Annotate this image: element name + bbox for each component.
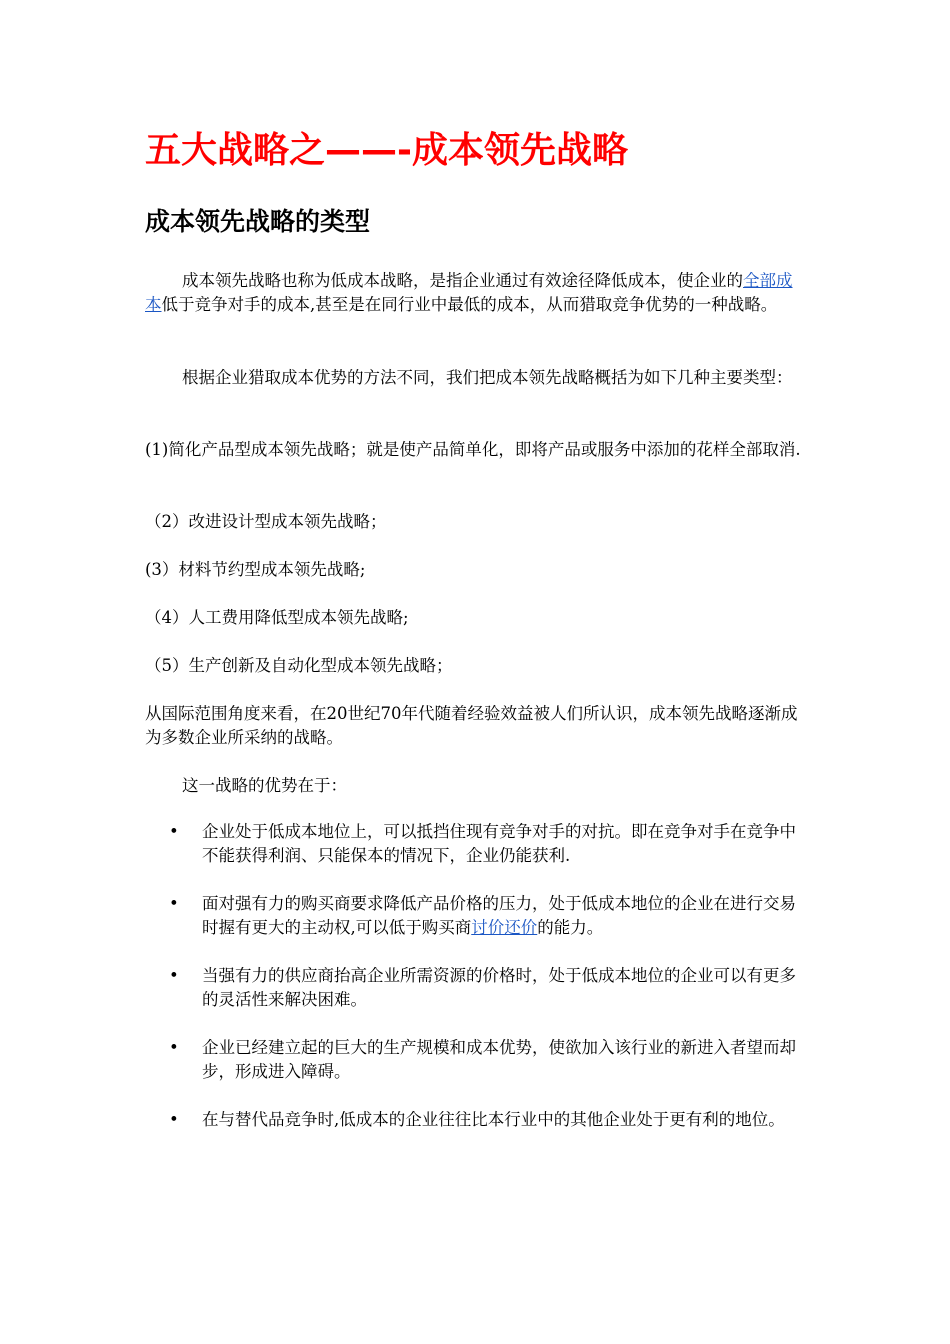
bullet-icon: • bbox=[169, 1110, 179, 1129]
type-item-1: (1)简化产品型成本领先战略；就是使产品简单化，即将产品或服务中添加的花样全部取消. bbox=[145, 440, 801, 459]
total-cost-link[interactable]: 全部成本 bbox=[145, 271, 793, 314]
advantage-text-after: 的能力。 bbox=[537, 918, 604, 937]
advantages-intro: 这一战略的优势在于： bbox=[182, 776, 347, 795]
type-item-2: （2）改进设计型成本领先战略； bbox=[145, 512, 387, 531]
advantage-text: 企业处于低成本地位上，可以抵挡住现有竞争对手的对抗。即在竞争对手在竞争中不能获得利润、只能保本的情况下，企业仍能获利. bbox=[202, 822, 796, 865]
type-item-5: （5）生产创新及自动化型成本领先战略； bbox=[145, 656, 453, 675]
international-paragraph: 从国际范围角度来看，在20世纪70年代随着经验效益被人们所认识，成本领先战略逐渐成为多数企业所采纳的战略。 bbox=[145, 704, 798, 747]
bullet-icon: • bbox=[169, 822, 179, 841]
intro-paragraph bbox=[145, 269, 807, 317]
advantage-text: 企业已经建立起的巨大的生产规模和成本优势，使欲加入该行业的新进入者望而却步，形成进入障碍。 bbox=[202, 1038, 796, 1081]
section-heading: 成本领先战略的类型 bbox=[145, 207, 371, 236]
advantage-item-1 bbox=[145, 820, 807, 868]
bargaining-link[interactable]: 讨价还价 bbox=[471, 918, 538, 937]
type-item-4: （4）人工费用降低型成本领先战略; bbox=[145, 608, 409, 627]
bullet-icon: • bbox=[169, 894, 179, 913]
advantage-text: 在与替代品竞争时,低成本的企业往往比本行业中的其他企业处于更有利的地位。 bbox=[202, 1110, 785, 1129]
advantage-item-5 bbox=[145, 1108, 807, 1132]
advantage-item-3 bbox=[145, 964, 807, 1012]
advantage-text-before: 面对强有力的购买商要求降低产品价格的压力，处于低成本地位的企业在进行交易时握有更大的主动权,可以低于购买商 bbox=[202, 894, 796, 937]
intro-text-before: 成本领先战略也称为低成本战略，是指企业通过有效途径降低成本，使企业的 bbox=[182, 271, 743, 290]
type-item-3: (3）材料节约型成本领先战略; bbox=[145, 560, 366, 579]
advantage-text: 当强有力的供应商抬高企业所需资源的价格时，处于低成本地位的企业可以有更多的灵活性来解决困难。 bbox=[202, 966, 796, 1009]
bullet-icon: • bbox=[169, 1038, 179, 1057]
bullet-icon: • bbox=[169, 966, 179, 985]
document-title: 五大战略之——-成本领先战略 bbox=[145, 130, 628, 171]
types-intro-paragraph: 根据企业猎取成本优势的方法不同，我们把成本领先战略概括为如下几种主要类型： bbox=[182, 368, 793, 387]
advantage-text bbox=[202, 892, 807, 940]
intro-text-after: 低于竞争对手的成本,甚至是在同行业中最低的成本，从而猎取竞争优势的一种战略。 bbox=[161, 295, 778, 314]
advantage-item-2 bbox=[145, 892, 807, 940]
advantage-item-4 bbox=[145, 1036, 807, 1084]
